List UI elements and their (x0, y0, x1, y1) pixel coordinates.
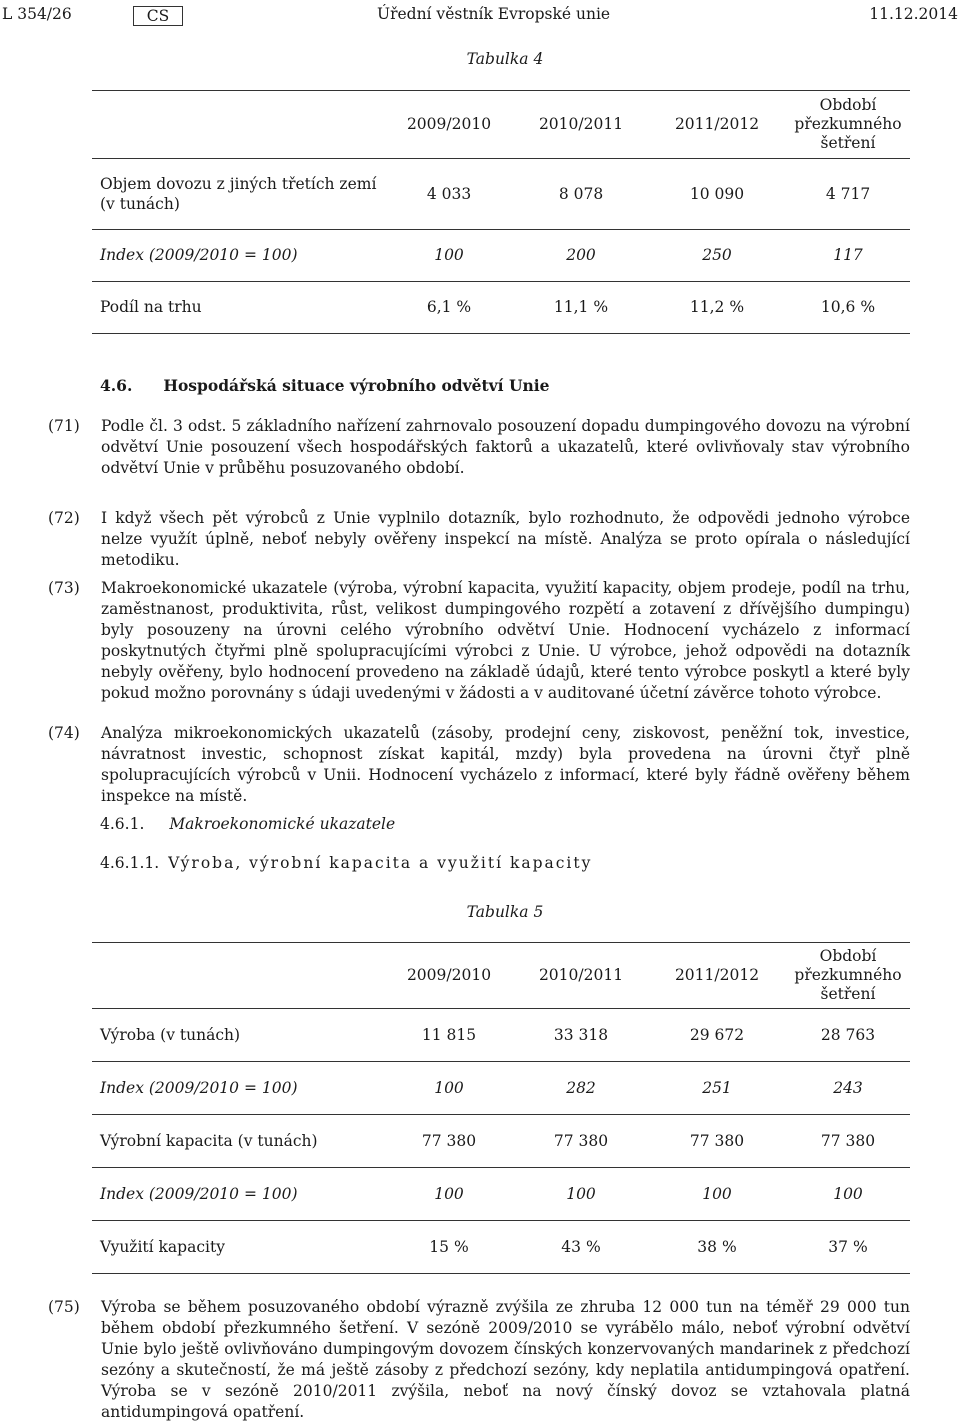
table-row (92, 1009, 910, 1062)
cell: 200 (514, 230, 648, 282)
paragraph-text: Makroekonomické ukazatele (výroba, výrobní kapacita, využití kapacity, objem prodeje, podíl na trhu, zaměstnanost, produktivita, růst, velikost dumpingového rozpětí a zotavení z dřívějšího dumpingu) byly posouzeny na úrovni celého výrobního odvětví Unie. Hodnocení vycházelo z informací poskytnutých čtyřmi plně spolupracujícími výrobci z Unie. U výrobce, jehož odpovědi na dotazník nebyly ověřeny, bylo hodnocení provedeno na základě údajů, které tento výrobce poskytl a které byly pokud možno porovnány s údaji uvedenými v žádosti a v auditované účetní závěrce tohoto výrobce. (101, 579, 910, 702)
table-5-header-empty (92, 943, 384, 1009)
table-row (92, 1168, 910, 1221)
table-4-header-empty (92, 91, 384, 159)
cell: 100 (786, 1168, 910, 1221)
table-4-header-row (92, 91, 910, 159)
cell: 6,1 % (384, 282, 514, 334)
cell: 8 078 (514, 159, 648, 230)
paragraph-text: I když všech pět výrobců z Unie vyplnilo dotazník, bylo rozhodnuto, že odpovědi jednoho výrobce nelze využít úplně, neboť nebyly ověřeny inspekcí na místě. Analýza se proto opírala o následující metodiku. (101, 509, 910, 569)
cell: 33 318 (514, 1009, 648, 1062)
table-5-col-4-line-3: šetření (820, 985, 876, 1003)
section-heading (100, 375, 549, 397)
cell: 29 672 (648, 1009, 786, 1062)
paragraph-number: (74) (48, 724, 80, 742)
page-header (0, 4, 960, 26)
table-4-caption: Tabulka 4 (466, 50, 544, 68)
paragraph-number: (71) (48, 417, 80, 435)
cell: 37 % (786, 1221, 910, 1274)
paragraph-number: (75) (48, 1298, 80, 1316)
table-4-col-1: 2009/2010 (384, 91, 514, 159)
cell: 77 380 (786, 1115, 910, 1168)
row-label: Index (2009/2010 = 100) (92, 1168, 384, 1221)
cell: 100 (384, 1168, 514, 1221)
cell: 4 717 (786, 159, 910, 230)
table-5-col-2: 2010/2011 (514, 943, 648, 1009)
cell: 10,6 % (786, 282, 910, 334)
cell: 10 090 (648, 159, 786, 230)
table-4-col-4-line-1: Období (819, 96, 877, 114)
subsubsection-title: Výroba, výrobní kapacita a využití kapacity (168, 854, 593, 872)
paragraph-71 (48, 416, 910, 479)
paragraph-73 (48, 578, 910, 704)
cell: 11,2 % (648, 282, 786, 334)
row-label: Podíl na trhu (92, 282, 384, 334)
section-title: Hospodářská situace výrobního odvětví Unie (163, 376, 550, 395)
table-5-caption: Tabulka 5 (466, 903, 544, 921)
row-label: Využití kapacity (92, 1221, 384, 1274)
subsubsection-number: 4.6.1.1. (100, 854, 160, 872)
cell: 100 (384, 230, 514, 282)
table-row (92, 1115, 910, 1168)
paragraph-text: Analýza mikroekonomických ukazatelů (zásoby, prodejní ceny, ziskovost, peněžní tok, investice, návratnost investic, schopnost získat kapitál, mzdy) byla provedena na úrovni čtyř plně spolupracujících výrobců v Unii. Hodnocení vycházelo z informací, které byly řádně ověřeny během inspekce na místě. (101, 724, 910, 805)
cell: 100 (514, 1168, 648, 1221)
table-5-col-4-line-1: Období (819, 947, 877, 965)
table-5-col-3: 2011/2012 (648, 943, 786, 1009)
cell: 11 815 (384, 1009, 514, 1062)
table-5-header-row (92, 943, 910, 1009)
table-5-col-4 (786, 943, 910, 1009)
cell: 4 033 (384, 159, 514, 230)
cell: 77 380 (514, 1115, 648, 1168)
table-4-col-4 (786, 91, 910, 159)
language-badge: CS (133, 6, 183, 26)
table-4-col-3: 2011/2012 (648, 91, 786, 159)
subsection-heading (100, 814, 395, 835)
cell: 43 % (514, 1221, 648, 1274)
subsection-number: 4.6.1. (100, 815, 145, 833)
cell: 77 380 (648, 1115, 786, 1168)
cell: 243 (786, 1062, 910, 1115)
cell: 28 763 (786, 1009, 910, 1062)
table-4-col-2: 2010/2011 (514, 91, 648, 159)
cell: 38 % (648, 1221, 786, 1274)
subsection-title: Makroekonomické ukazatele (169, 815, 396, 833)
cell: 117 (786, 230, 910, 282)
paragraph-text: Výroba se během posuzovaného období výrazně zvýšila ze zhruba 12 000 tun na téměř 29 000 tun během období přezkumného šetření. V sezóně 2009/2010 se vyrábělo málo, neboť výrobní odvětví Unie bylo ještě ovlivňováno dumpingovým dovozem čínských konzervovaných mandarinek z předchozí sezóny a skutečností, že má ještě zásoby z předchozí sezóny, kdy neplatila antidumpingová opatření. Výroba se v sezóně 2010/2011 zvýšila, neboť na nový čínský dovoz se vztahovala platná antidumpingová opatření. (101, 1298, 910, 1421)
row-label: Index (2009/2010 = 100) (92, 1062, 384, 1115)
section-number: 4.6. (100, 376, 133, 395)
table-row (92, 230, 910, 282)
subsubsection-heading (100, 853, 592, 874)
cell: 100 (384, 1062, 514, 1115)
cell: 77 380 (384, 1115, 514, 1168)
table-row (92, 1221, 910, 1274)
paragraph-74 (48, 723, 910, 807)
page-number: L 354/26 (2, 5, 72, 23)
cell: 15 % (384, 1221, 514, 1274)
row-label: Výrobní kapacita (v tunách) (92, 1115, 384, 1168)
cell: 11,1 % (514, 282, 648, 334)
paragraph-number: (72) (48, 509, 80, 527)
table-row (92, 159, 910, 230)
table-5-col-4-line-2: přezkumného (794, 966, 902, 984)
table-4 (92, 90, 910, 334)
row-label: Index (2009/2010 = 100) (92, 230, 384, 282)
table-5 (92, 942, 910, 1274)
cell: 250 (648, 230, 786, 282)
paragraph-72 (48, 508, 910, 571)
paragraph-number: (73) (48, 579, 80, 597)
table-4-col-4-line-3: šetření (820, 134, 876, 152)
table-5-col-1: 2009/2010 (384, 943, 514, 1009)
journal-title: Úřední věstník Evropské unie (377, 5, 611, 23)
table-4-col-4-line-2: přezkumného (794, 115, 902, 133)
cell: 282 (514, 1062, 648, 1115)
row-label: Výroba (v tunách) (92, 1009, 384, 1062)
cell: 100 (648, 1168, 786, 1221)
paragraph-text: Podle čl. 3 odst. 5 základního nařízení zahrnovalo posouzení dopadu dumpingového dovozu na výrobní odvětví Unie posouzení všech hospodářských faktorů a ukazatelů, které ovlivňovaly stav výrobního odvětví Unie v průběhu posuzovaného období. (101, 417, 910, 477)
table-row (92, 282, 910, 334)
cell: 251 (648, 1062, 786, 1115)
publication-date: 11.12.2014 (869, 5, 958, 23)
paragraph-75 (48, 1297, 910, 1423)
table-row (92, 1062, 910, 1115)
row-label: Objem dovozu z jiných třetích zemí (v tunách) (92, 159, 384, 230)
